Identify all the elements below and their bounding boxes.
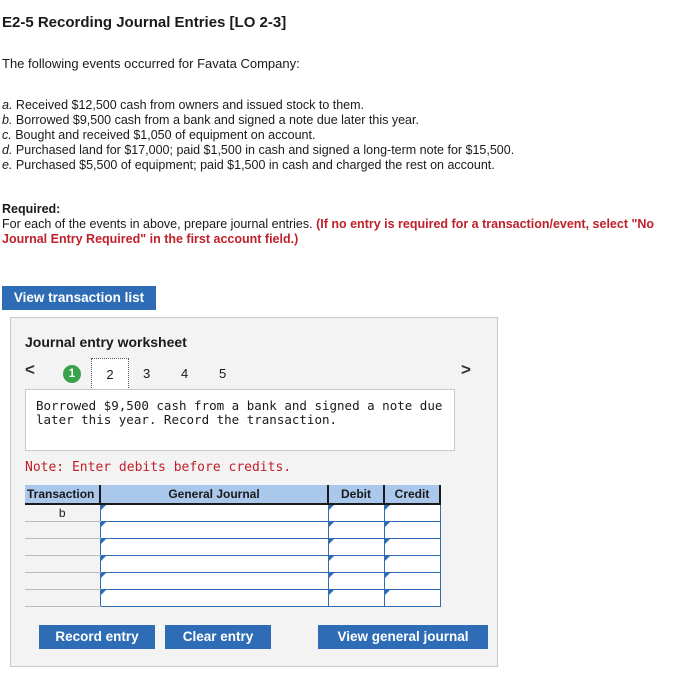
journal-table: [25, 485, 441, 607]
event-text: Received $12,500 cash from owners and issued stock to them.: [15, 98, 365, 112]
step-2-current[interactable]: 2: [91, 358, 129, 392]
view-general-journal-button[interactable]: View general journal: [318, 625, 488, 649]
journal-row: [25, 504, 440, 522]
event-text: Purchased land for $17,000; paid $1,500 in cash and signed a long-term note for $15,500.: [15, 143, 515, 157]
event-text: Bought and received $1,050 of equipment on account.: [15, 128, 316, 142]
transaction-cell: [25, 573, 100, 590]
clear-entry-button[interactable]: Clear entry: [165, 625, 271, 649]
debit-field[interactable]: [328, 539, 384, 556]
required-note: (If no entry is required for a transaction/event, select "No Journal Entry Required" in the first account field.): [2, 217, 655, 246]
worksheet-title: Journal entry worksheet: [25, 334, 187, 350]
account-field[interactable]: [100, 590, 328, 607]
transaction-cell: [25, 590, 100, 607]
credit-field[interactable]: [384, 573, 440, 590]
step-4[interactable]: 4: [181, 366, 189, 381]
event-item: [2, 158, 514, 173]
transaction-cell: [25, 539, 100, 556]
credit-field[interactable]: [384, 504, 440, 522]
transaction-description: Borrowed $9,500 cash from a bank and signed a note due later this year. Record the transaction.: [25, 389, 455, 451]
step-1-completed[interactable]: 1: [63, 365, 81, 383]
transaction-cell: b: [25, 504, 100, 522]
problem-title: E2-5 Recording Journal Entries [LO 2-3]: [2, 14, 287, 31]
event-text: Purchased $5,500 of equipment; paid $1,500 in cash and charged the rest on account.: [15, 158, 495, 172]
event-letter: e.: [2, 158, 13, 172]
account-field[interactable]: [100, 573, 328, 590]
required-text: For each of the events in above, prepare journal entries.: [2, 217, 313, 231]
required-instructions: [2, 217, 692, 247]
credit-field[interactable]: [384, 556, 440, 573]
event-item: [2, 113, 514, 128]
required-heading: Required:: [2, 202, 61, 216]
journal-row: [25, 556, 440, 573]
account-field[interactable]: [100, 556, 328, 573]
journal-row: [25, 573, 440, 590]
step-3[interactable]: 3: [143, 366, 151, 381]
record-entry-button[interactable]: Record entry: [39, 625, 155, 649]
debit-field[interactable]: [328, 573, 384, 590]
problem-intro: The following events occurred for Favata Company:: [2, 56, 300, 71]
journal-row: [25, 590, 440, 607]
event-letter: b.: [2, 113, 13, 127]
event-text: Borrowed $9,500 cash from a bank and signed a note due later this year.: [15, 113, 419, 127]
journal-row: [25, 522, 440, 539]
header-transaction: Transaction: [25, 485, 100, 504]
account-field[interactable]: [100, 522, 328, 539]
header-debit: Debit: [328, 485, 384, 504]
event-item: [2, 143, 514, 158]
next-arrow-icon[interactable]: >: [461, 360, 471, 379]
event-letter: d.: [2, 143, 13, 157]
debit-field[interactable]: [328, 556, 384, 573]
debit-field[interactable]: [328, 504, 384, 522]
event-letter: c.: [2, 128, 12, 142]
account-field[interactable]: [100, 539, 328, 556]
journal-entry-worksheet: [10, 317, 498, 667]
prev-arrow-icon[interactable]: <: [25, 360, 35, 379]
event-list: [2, 98, 514, 173]
credit-field[interactable]: [384, 522, 440, 539]
event-item: [2, 98, 514, 113]
transaction-cell: [25, 556, 100, 573]
credit-field[interactable]: [384, 590, 440, 607]
event-item: [2, 128, 514, 143]
debit-field[interactable]: [328, 590, 384, 607]
debits-note: Note: Enter debits before credits.: [25, 460, 292, 475]
step-5[interactable]: 5: [219, 366, 227, 381]
header-credit: Credit: [384, 485, 440, 504]
header-general-journal: General Journal: [100, 485, 328, 504]
view-transaction-list-button[interactable]: View transaction list: [2, 286, 156, 310]
journal-header-row: [25, 485, 440, 504]
event-letter: a.: [2, 98, 13, 112]
debit-field[interactable]: [328, 522, 384, 539]
transaction-cell: [25, 522, 100, 539]
journal-row: [25, 539, 440, 556]
account-field[interactable]: [100, 504, 328, 522]
credit-field[interactable]: [384, 539, 440, 556]
